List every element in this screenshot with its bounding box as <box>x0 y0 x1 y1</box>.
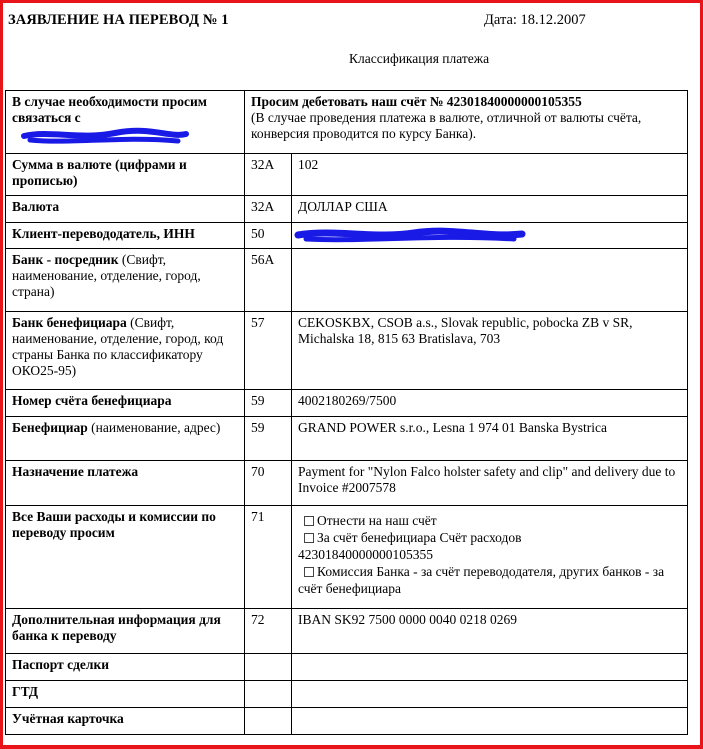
intermediary-value <box>292 249 688 312</box>
beneficiary-account-row <box>6 390 688 417</box>
charges-option-our-account[interactable]: Отнести на наш счёт <box>298 512 682 529</box>
passport-row <box>6 654 688 681</box>
gtd-value-cell <box>292 681 688 708</box>
purpose-code: 70 <box>245 461 292 506</box>
debit-note: (В случае проведения платежа в валюте, отличной от валюты счёта, конверсия проводится по курсу Банка). <box>251 110 642 141</box>
beneficiary-account-code: 59 <box>245 390 292 417</box>
amount-row <box>6 154 688 196</box>
beneficiary-value: GRAND POWER s.r.o., Lesna 1 974 01 Banska Bystrica <box>292 417 688 461</box>
currency-label: Валюта <box>12 199 60 214</box>
passport-value-cell <box>292 654 688 681</box>
gtd-code-cell <box>245 681 292 708</box>
intermediary-label-detail: (Свифт, наименование, отделение, город, страна) <box>12 252 201 299</box>
intermediary-code: 56A <box>245 249 292 312</box>
beneficiary-bank-row <box>6 312 688 390</box>
beneficiary-bank-label-detail: (Свифт, наименование, отделение, город, код страны Банка по классификатору ОКО25-95) <box>12 315 224 378</box>
beneficiary-account-label: Номер счёта бенефициара <box>12 393 172 408</box>
charges-options <box>292 506 688 609</box>
account-card-value-cell <box>292 708 688 735</box>
redaction-scribble-sender <box>294 224 526 246</box>
classification-label: Классификация платежа <box>349 51 490 66</box>
charges-option-shared[interactable]: Комиссия Банка - за счёт перевододателя, других банков - за счёт бенефициара <box>298 564 665 596</box>
gtd-row <box>6 681 688 708</box>
currency-row <box>6 196 688 223</box>
gtd-label: ГТД <box>12 684 39 699</box>
account-card-row <box>6 708 688 735</box>
account-card-label: Учётная карточка <box>12 711 124 726</box>
form-date: Дата: 18.12.2007 <box>484 12 586 28</box>
beneficiary-bank-code: 57 <box>245 312 292 390</box>
charges-code: 71 <box>245 506 292 609</box>
debit-cell <box>245 91 688 154</box>
amount-value: 102 <box>292 154 688 196</box>
contact-label: В случае необходимости просим связаться с <box>12 94 207 125</box>
charges-row <box>6 506 688 609</box>
beneficiary-label: Бенефициар <box>12 420 88 435</box>
redaction-scribble-contact <box>20 124 190 150</box>
intermediary-row <box>6 249 688 312</box>
amount-label: Сумма в валюте (цифрами и прописью) <box>12 157 187 188</box>
debit-account-text: Просим дебетовать наш счёт № 42301840000000105355 <box>251 94 582 109</box>
amount-code: 32A <box>245 154 292 196</box>
transfer-form-table <box>5 90 688 735</box>
intermediary-label: Банк - посредник <box>12 252 119 267</box>
beneficiary-code: 59 <box>245 417 292 461</box>
additional-info-code: 72 <box>245 609 292 654</box>
additional-info-row <box>6 609 688 654</box>
checkbox-icon[interactable] <box>304 533 314 543</box>
beneficiary-bank-value: CEKOSKBX, CSOB a.s., Slovak republic, pobocka ZB v SR, Michalska 18, 815 63 Bratislava, 703 <box>292 312 688 390</box>
form-title: ЗАЯВЛЕНИЕ НА ПЕРЕВОД № 1 <box>8 12 229 28</box>
sender-code: 50 <box>245 223 292 249</box>
passport-label: Паспорт сделки <box>12 657 110 672</box>
charges-label: Все Ваши расходы и комиссии по переводу просим <box>12 509 216 540</box>
beneficiary-row <box>6 417 688 461</box>
beneficiary-bank-label: Банк бенефициара <box>12 315 127 330</box>
charges-option-beneficiary[interactable]: За счёт бенефициара Счёт расходов <box>298 529 682 546</box>
purpose-label: Назначение платежа <box>12 464 139 479</box>
sender-label: Клиент-перевододатель, ИНН <box>12 226 195 241</box>
beneficiary-account-value: 4002180269/7500 <box>292 390 688 417</box>
account-card-code-cell <box>245 708 292 735</box>
purpose-row <box>6 461 688 506</box>
passport-code-cell <box>245 654 292 681</box>
additional-info-label: Дополнительная информация для банка к переводу <box>12 612 221 643</box>
checkbox-icon[interactable] <box>304 516 314 526</box>
charges-expense-account: 42301840000000105355 <box>298 547 433 562</box>
purpose-value: Payment for "Nylon Falco holster safety and clip" and delivery due to Invoice #2007578 <box>292 461 688 506</box>
currency-value: ДОЛЛАР США <box>292 196 688 223</box>
checkbox-icon[interactable] <box>304 567 314 577</box>
additional-info-value: IBAN SK92 7500 0000 0040 0218 0269 <box>292 609 688 654</box>
beneficiary-label-detail: (наименование, адрес) <box>87 420 221 435</box>
currency-code: 32A <box>245 196 292 223</box>
